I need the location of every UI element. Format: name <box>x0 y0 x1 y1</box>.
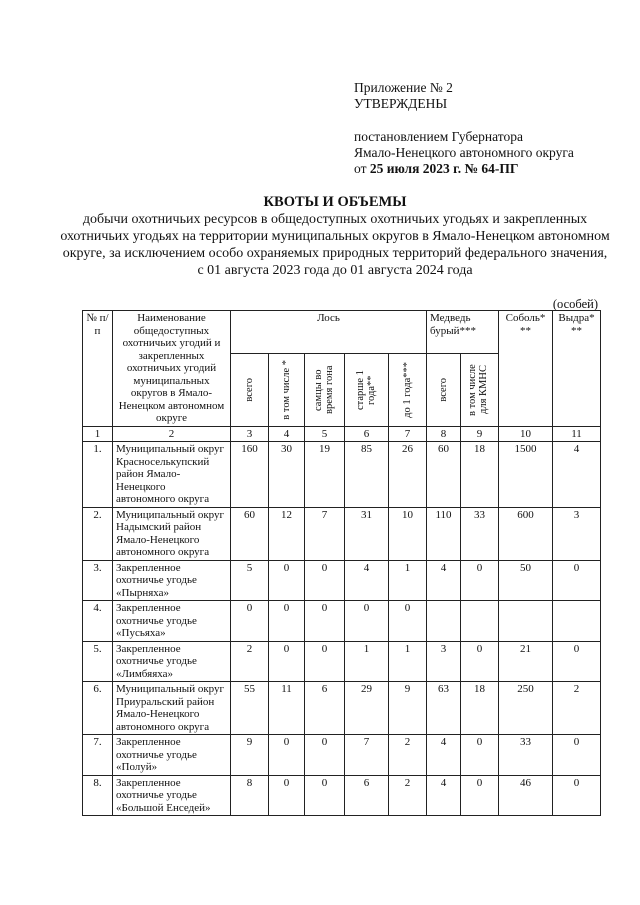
cell-value: 1 <box>389 641 427 682</box>
cell-value: 60 <box>427 442 461 508</box>
cell-value: 0 <box>553 641 601 682</box>
header-elk-total: всего <box>244 377 255 402</box>
cell-value: 46 <box>499 775 553 816</box>
cell-value: 0 <box>269 775 305 816</box>
header-elk-incl: в том числе * <box>281 359 292 420</box>
row-number: 2. <box>83 507 113 560</box>
cell-value: 29 <box>345 682 389 735</box>
table-row <box>83 507 601 560</box>
cell-value: 0 <box>269 735 305 776</box>
cell-value: 4 <box>427 735 461 776</box>
cell-value: 50 <box>499 560 553 601</box>
col-number: 10 <box>499 426 553 442</box>
cell-value: 0 <box>305 775 345 816</box>
cell-value: 4 <box>553 442 601 508</box>
cell-value: 12 <box>269 507 305 560</box>
appendix-block <box>354 80 574 177</box>
table-row <box>83 682 601 735</box>
title-subtitle: добычи охотничьих ресурсов в общедоступных охотничьих угодьях и закрепленных охотничьих угодьях на территории муниципальных округов в Ямало-Ненецком автономном округе, за исключением особо охраняемых природных территорий федерального значения, с 01 августа 2023 года до 01 августа 2024 года <box>60 212 610 278</box>
cell-value: 9 <box>389 682 427 735</box>
governor-label: Ямало-Ненецкого автономного округа <box>354 145 574 160</box>
row-name: Закрепленное охотничье угодье «Большой Енседей» <box>113 775 231 816</box>
cell-value: 60 <box>231 507 269 560</box>
cell-value: 21 <box>499 641 553 682</box>
row-number: 4. <box>83 601 113 642</box>
cell-value: 250 <box>499 682 553 735</box>
appendix-number: Приложение № 2 <box>354 80 453 95</box>
cell-value: 0 <box>461 775 499 816</box>
cell-value: 0 <box>305 560 345 601</box>
cell-value <box>499 601 553 642</box>
cell-value: 0 <box>305 735 345 776</box>
decree-date-number: 25 июля 2023 г. № 64-ПГ <box>369 161 519 176</box>
cell-value: 1 <box>345 641 389 682</box>
cell-value: 9 <box>231 735 269 776</box>
cell-value: 3 <box>427 641 461 682</box>
cell-value: 8 <box>231 775 269 816</box>
col-number: 9 <box>461 426 499 442</box>
row-name: Закрепленное охотничье угодье «Пусьяха» <box>113 601 231 642</box>
cell-value: 160 <box>231 442 269 508</box>
decree-label: постановлением Губернатора <box>354 129 523 144</box>
table-row <box>83 442 601 508</box>
header-bear-kmns: в том числе для КМНС <box>466 363 489 416</box>
col-number: 7 <box>389 426 427 442</box>
column-numbers-row <box>83 426 601 442</box>
col-number: 6 <box>345 426 389 442</box>
cell-value: 26 <box>389 442 427 508</box>
cell-value: 5 <box>231 560 269 601</box>
cell-value: 0 <box>553 560 601 601</box>
table-row <box>83 735 601 776</box>
cell-value: 2 <box>231 641 269 682</box>
col-number: 3 <box>231 426 269 442</box>
table-row <box>83 601 601 642</box>
cell-value: 55 <box>231 682 269 735</box>
cell-value: 19 <box>305 442 345 508</box>
header-elk-under: до 1 года*** <box>402 361 413 418</box>
cell-value: 18 <box>461 442 499 508</box>
decree-date: от 25 июля 2023 г. № 64-ПГ <box>354 161 519 176</box>
cell-value: 600 <box>499 507 553 560</box>
approved-label: УТВЕРЖДЕНЫ <box>354 96 448 111</box>
cell-value: 1 <box>389 560 427 601</box>
cell-value: 1500 <box>499 442 553 508</box>
row-number: 7. <box>83 735 113 776</box>
row-number: 1. <box>83 442 113 508</box>
cell-value <box>553 601 601 642</box>
header-elk: Лось <box>231 311 427 354</box>
cell-value: 4 <box>345 560 389 601</box>
table-row <box>83 775 601 816</box>
row-name: Закрепленное охотничье угодье «Лимбяяха» <box>113 641 231 682</box>
cell-value: 18 <box>461 682 499 735</box>
row-number: 3. <box>83 560 113 601</box>
cell-value: 2 <box>389 735 427 776</box>
cell-value: 7 <box>305 507 345 560</box>
row-name: Муниципальный округ Красноселькупский район Ямало-Ненецкого автономного округа <box>113 442 231 508</box>
cell-value: 33 <box>499 735 553 776</box>
header-elk-males: самцы во время гона <box>312 365 335 414</box>
title-main: КВОТЫ И ОБЪЕМЫ <box>263 194 407 210</box>
cell-value: 3 <box>553 507 601 560</box>
cell-value: 0 <box>461 641 499 682</box>
table-row <box>83 641 601 682</box>
cell-value: 0 <box>389 601 427 642</box>
cell-value: 31 <box>345 507 389 560</box>
cell-value: 0 <box>553 775 601 816</box>
cell-value: 7 <box>345 735 389 776</box>
cell-value: 2 <box>389 775 427 816</box>
header-bear: Медведь бурый*** <box>427 311 499 354</box>
table-row <box>83 560 601 601</box>
cell-value: 0 <box>553 735 601 776</box>
cell-value: 4 <box>427 775 461 816</box>
cell-value: 10 <box>389 507 427 560</box>
header-name: Наименование общедоступных охотничьих угодий и закрепленных охотничьих угодий муниципальных округов в Ямало-Ненецком автономном округе <box>113 311 231 427</box>
col-number: 1 <box>83 426 113 442</box>
row-name: Закрепленное охотничье угодье «Пырняха» <box>113 560 231 601</box>
cell-value: 2 <box>553 682 601 735</box>
header-bear-total: всего <box>438 377 450 402</box>
row-name: Муниципальный округ Приуральский район Ямало-Ненецкого автономного округа <box>113 682 231 735</box>
cell-value <box>427 601 461 642</box>
cell-value: 0 <box>269 560 305 601</box>
unit-label: (особей) <box>552 297 598 311</box>
row-number: 8. <box>83 775 113 816</box>
quota-table <box>82 310 601 816</box>
cell-value <box>461 601 499 642</box>
row-name: Закрепленное охотничье угодье «Полуй» <box>113 735 231 776</box>
cell-value: 0 <box>345 601 389 642</box>
col-number: 8 <box>427 426 461 442</box>
cell-value: 0 <box>269 601 305 642</box>
cell-value: 0 <box>461 560 499 601</box>
cell-value: 6 <box>345 775 389 816</box>
header-elk-older: старше 1 года** <box>354 369 377 410</box>
header-otter: Выдра* ** <box>553 311 601 427</box>
cell-value: 0 <box>269 641 305 682</box>
row-number: 6. <box>83 682 113 735</box>
cell-value: 63 <box>427 682 461 735</box>
cell-value: 110 <box>427 507 461 560</box>
row-name: Муниципальный округ Надымский район Ямало-Ненецкого автономного округа <box>113 507 231 560</box>
cell-value: 11 <box>269 682 305 735</box>
cell-value: 85 <box>345 442 389 508</box>
header-num: № п/п <box>83 311 113 427</box>
row-number: 5. <box>83 641 113 682</box>
cell-value: 4 <box>427 560 461 601</box>
header-sable: Соболь* ** <box>499 311 553 427</box>
col-number: 4 <box>269 426 305 442</box>
cell-value: 0 <box>461 735 499 776</box>
cell-value: 0 <box>305 601 345 642</box>
col-number: 5 <box>305 426 345 442</box>
document-title <box>60 193 610 279</box>
col-number: 2 <box>113 426 231 442</box>
cell-value: 30 <box>269 442 305 508</box>
cell-value: 33 <box>461 507 499 560</box>
cell-value: 6 <box>305 682 345 735</box>
cell-value: 0 <box>231 601 269 642</box>
col-number: 11 <box>553 426 601 442</box>
cell-value: 0 <box>305 641 345 682</box>
